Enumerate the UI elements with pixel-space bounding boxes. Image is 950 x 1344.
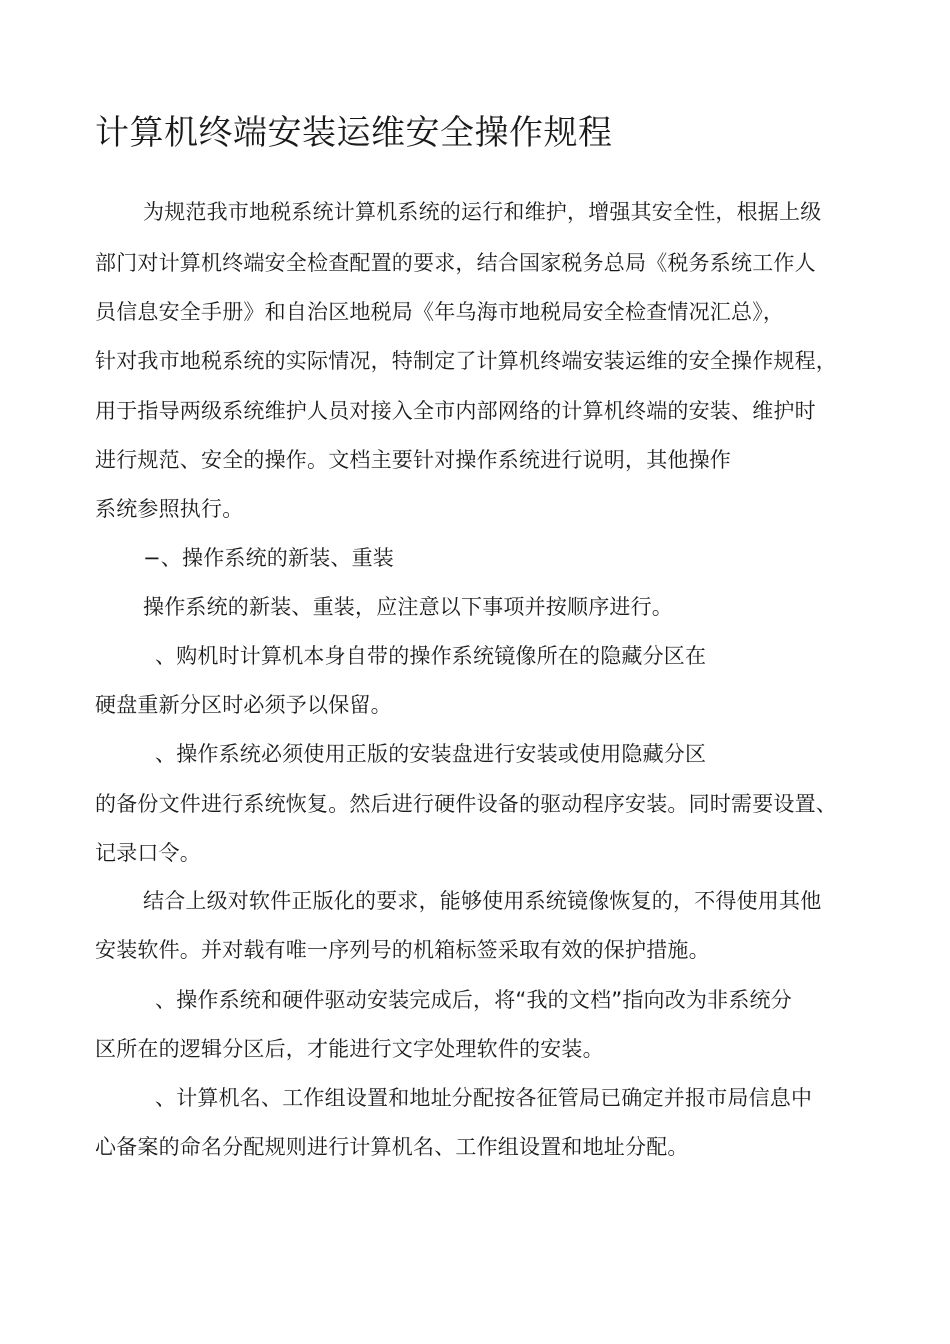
body-text-line: 系统参照执行。 xyxy=(95,497,244,521)
body-text-line: 针对我市地税系统的实际情况，特制定了计算机终端安装运维的安全操作规程， xyxy=(95,349,837,373)
body-text-line: 进行规范、安全的操作。文档主要针对操作系统进行说明，其他操作 xyxy=(95,448,731,472)
document-title: 计算机终端安装运维安全操作规程 xyxy=(95,113,613,153)
body-text-line: 员信息安全手册》和自治区地税局《年乌海市地税局安全检查情况汇总》， xyxy=(95,300,785,324)
body-text-line: 心备案的命名分配规则进行计算机名、工作组设置和地址分配。 xyxy=(95,1135,689,1159)
body-text-line: 用于指导两级系统维护人员对接入全市内部网络的计算机终端的安装、维护时 xyxy=(95,399,816,423)
body-text-line: 为规范我市地税系统计算机系统的运行和维护，增强其安全性，根据上级 xyxy=(143,200,822,224)
body-text-line: 记录口令。 xyxy=(95,841,201,865)
section-heading: −、操作系统的新装、重装 xyxy=(143,546,394,570)
body-text-line: 区所在的逻辑分区后，才能进行文字处理软件的安装。 xyxy=(95,1037,604,1061)
body-text-line: 、购机时计算机本身自带的操作系统镜像所在的隐藏分区在 xyxy=(155,644,707,668)
body-text-line: 、操作系统必须使用正版的安装盘进行安装或使用隐藏分区 xyxy=(155,742,707,766)
body-text-line: 结合上级对软件正版化的要求，能够使用系统镜像恢复的，不得使用其他 xyxy=(143,889,822,913)
body-text-line: 部门对计算机终端安全检查配置的要求，结合国家税务总局《税务系统工作人 xyxy=(95,251,816,275)
body-text-line: 、计算机名、工作组设置和地址分配按各征管局已确定并报市局信息中 xyxy=(155,1086,813,1110)
body-text-line: 操作系统的新装、重装，应注意以下事项并按顺序进行。 xyxy=(143,595,673,619)
body-text-line: 安装软件。并对载有唯一序列号的机箱标签采取有效的保护措施。 xyxy=(95,938,710,962)
body-text-line: 、操作系统和硬件驱动安装完成后，将“我的文档”指向改为非系统分 xyxy=(155,988,792,1012)
body-text-line: 的备份文件进行系统恢复。然后进行硬件设备的驱动程序安装。同时需要设置、 xyxy=(95,792,837,816)
body-text-line: 硬盘重新分区时必须予以保留。 xyxy=(95,693,392,717)
